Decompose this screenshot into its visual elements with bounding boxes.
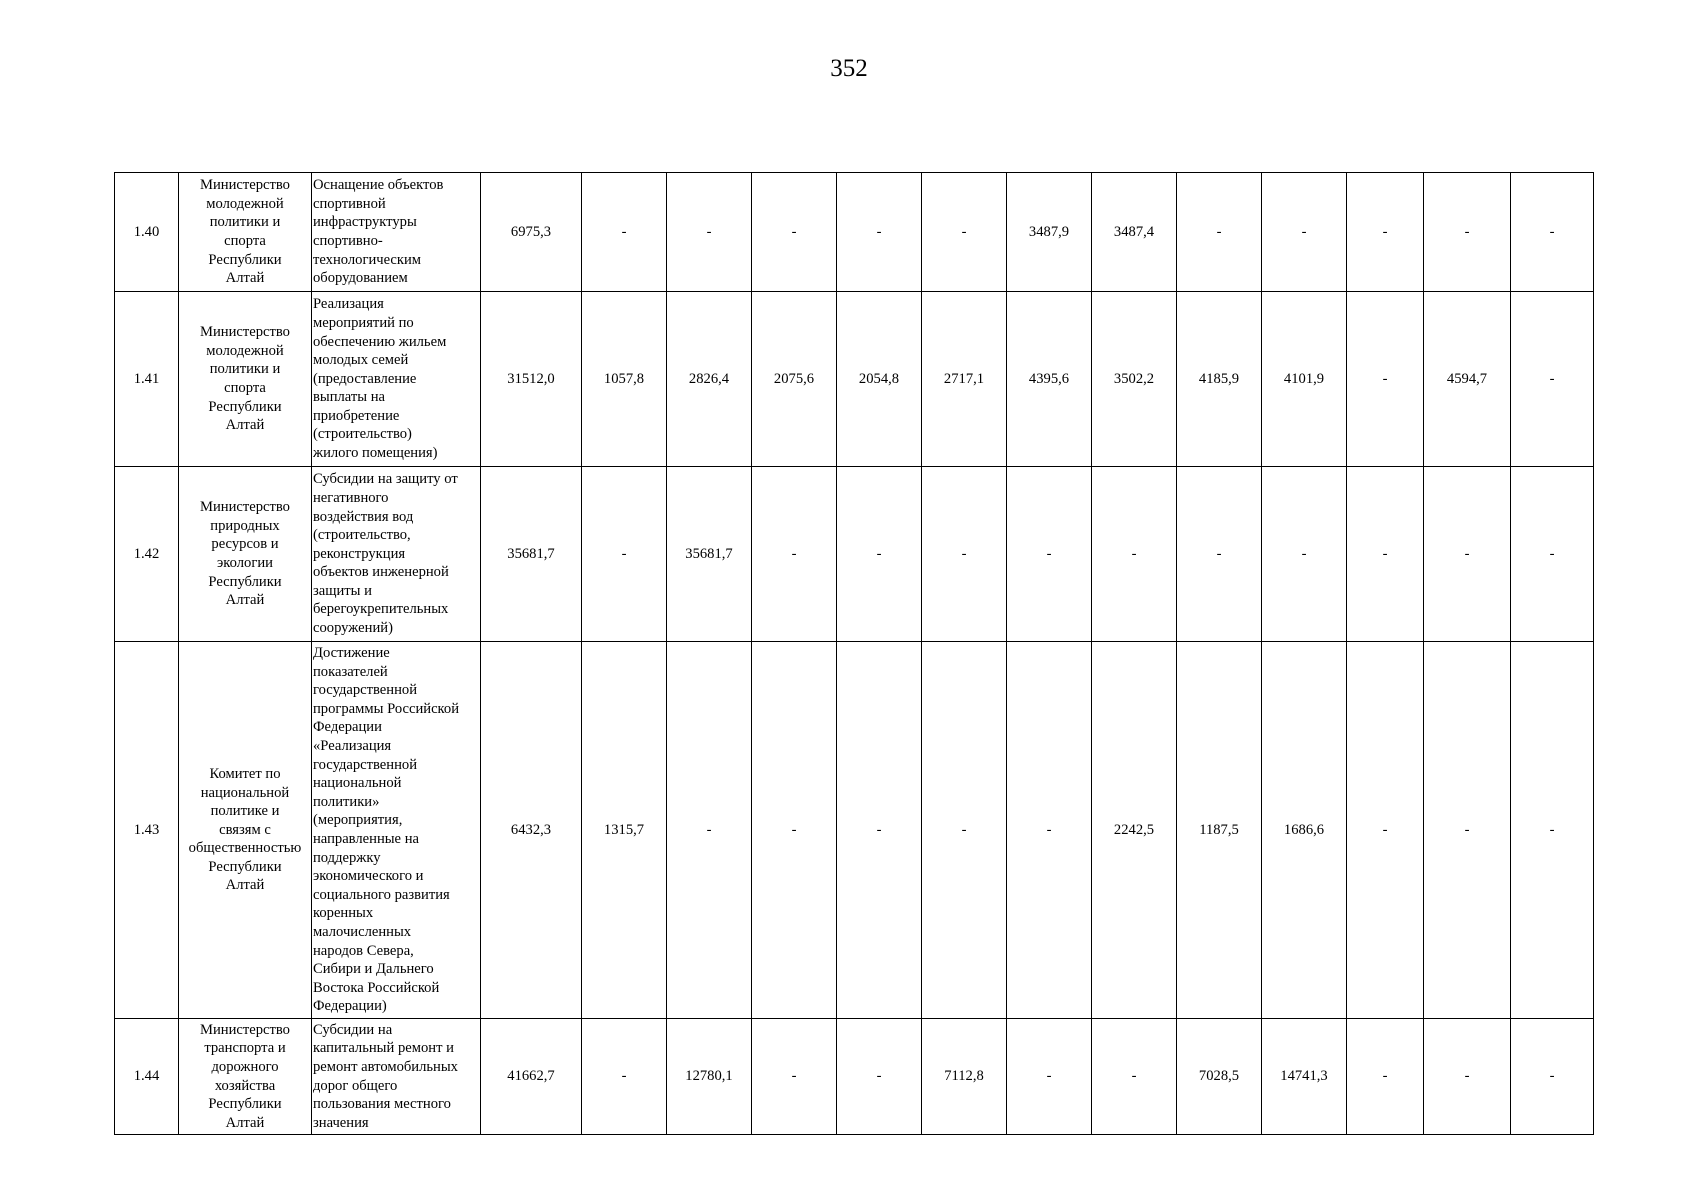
organization-line: Республики bbox=[208, 858, 282, 875]
year-value-cell: 4395,6 bbox=[1007, 292, 1092, 467]
year-value-cell: - bbox=[582, 467, 667, 642]
year-value-cell: 2826,4 bbox=[667, 292, 752, 467]
year-value-cell: 3502,2 bbox=[1092, 292, 1177, 467]
year-value-cell: 4185,9 bbox=[1177, 292, 1262, 467]
description-line: значения bbox=[313, 1114, 369, 1131]
year-value-cell: 7112,8 bbox=[922, 1019, 1007, 1135]
description-line: Оснащение объектов bbox=[313, 177, 444, 194]
description-line: поддержку bbox=[313, 849, 381, 866]
year-value-cell: - bbox=[752, 467, 837, 642]
description-line: защиты и bbox=[313, 582, 372, 599]
organization-line: политике и bbox=[210, 803, 280, 820]
description-line: социального развития bbox=[313, 886, 450, 903]
description-line: пользования местного bbox=[313, 1096, 451, 1113]
organization-line: Алтай bbox=[225, 592, 265, 609]
organization-line: Алтай bbox=[225, 417, 265, 434]
organization-line: хозяйства bbox=[214, 1077, 276, 1094]
organization-line: Республики bbox=[208, 573, 282, 590]
year-value-cell: - bbox=[1092, 467, 1177, 642]
year-value-cell: - bbox=[837, 1019, 922, 1135]
organization-cell bbox=[179, 467, 312, 642]
year-value-cell: - bbox=[752, 642, 837, 1019]
description-line: коренных bbox=[313, 905, 374, 922]
description-line: Федерации bbox=[313, 719, 382, 736]
year-value-cell: - bbox=[752, 173, 837, 292]
row-number-cell: 1.43 bbox=[115, 642, 179, 1019]
year-value-cell: - bbox=[1511, 173, 1594, 292]
year-value-cell: - bbox=[837, 467, 922, 642]
table-row bbox=[115, 467, 1594, 642]
description-line: воздействия вод bbox=[313, 508, 414, 525]
organization-line: Республики bbox=[208, 251, 282, 268]
total-value-cell: 35681,7 bbox=[481, 467, 582, 642]
row-number-cell: 1.40 bbox=[115, 173, 179, 292]
description-line: Субсидии на защиту от bbox=[313, 471, 458, 488]
year-value-cell: 2717,1 bbox=[922, 292, 1007, 467]
description-line: мероприятий по bbox=[313, 314, 414, 331]
description-line: жилого помещения) bbox=[313, 445, 438, 462]
year-value-cell: 4101,9 bbox=[1262, 292, 1347, 467]
year-value-cell: - bbox=[922, 642, 1007, 1019]
year-value-cell: - bbox=[1347, 1019, 1424, 1135]
description-line: обеспечению жильем bbox=[313, 333, 447, 350]
total-value-cell: 41662,7 bbox=[481, 1019, 582, 1135]
year-value-cell: 1315,7 bbox=[582, 642, 667, 1019]
description-line: дорог общего bbox=[313, 1077, 398, 1094]
organization-cell bbox=[179, 642, 312, 1019]
year-value-cell: 12780,1 bbox=[667, 1019, 752, 1135]
description-line: технологическим bbox=[313, 251, 422, 268]
year-value-cell: - bbox=[837, 642, 922, 1019]
description-line: «Реализация bbox=[313, 738, 392, 755]
organization-line: Республики bbox=[208, 398, 282, 415]
description-line: реконструкция bbox=[313, 545, 406, 562]
organization-line: связям с bbox=[219, 821, 271, 838]
description-line: (строительство, bbox=[313, 527, 411, 544]
description-line: выплаты на bbox=[313, 389, 386, 406]
description-cell bbox=[312, 173, 481, 292]
description-line: берегоукрепительных bbox=[313, 601, 449, 618]
description-cell bbox=[312, 1019, 481, 1135]
year-value-cell: - bbox=[1007, 1019, 1092, 1135]
year-value-cell: - bbox=[1424, 467, 1511, 642]
year-value-cell: - bbox=[1511, 292, 1594, 467]
year-value-cell: 35681,7 bbox=[667, 467, 752, 642]
table-row bbox=[115, 292, 1594, 467]
year-value-cell: - bbox=[582, 173, 667, 292]
organization-line: общественностью bbox=[188, 840, 302, 857]
table-row bbox=[115, 642, 1594, 1019]
organization-line: Министерство bbox=[200, 324, 290, 341]
row-number-cell: 1.42 bbox=[115, 467, 179, 642]
organization-line: ресурсов и bbox=[211, 536, 279, 553]
description-line: молодых семей bbox=[313, 352, 409, 369]
description-line: Субсидии на bbox=[313, 1021, 393, 1038]
organization-line: спорта bbox=[224, 380, 266, 396]
organization-line: Республики bbox=[208, 1096, 282, 1113]
organization-line: Комитет по bbox=[209, 765, 281, 782]
total-value-cell: 31512,0 bbox=[481, 292, 582, 467]
organization-line: Алтай bbox=[225, 877, 265, 894]
description-line: Востока Российской bbox=[313, 979, 440, 996]
year-value-cell: - bbox=[1262, 467, 1347, 642]
organization-line: экологии bbox=[217, 555, 273, 571]
description-line: (строительство) bbox=[313, 426, 412, 443]
description-line: спортивной bbox=[313, 195, 386, 212]
organization-cell bbox=[179, 173, 312, 292]
year-value-cell: - bbox=[1424, 642, 1511, 1019]
year-value-cell: - bbox=[922, 173, 1007, 292]
organization-cell bbox=[179, 292, 312, 467]
organization-line: спорта bbox=[224, 233, 266, 249]
description-line: сооружений) bbox=[313, 620, 393, 637]
year-value-cell: 1187,5 bbox=[1177, 642, 1262, 1019]
description-line: капитальный ремонт и bbox=[313, 1040, 454, 1057]
year-value-cell: - bbox=[922, 467, 1007, 642]
year-value-cell: - bbox=[1347, 467, 1424, 642]
organization-line: молодежной bbox=[206, 342, 284, 359]
year-value-cell: - bbox=[1424, 1019, 1511, 1135]
organization-line: Министерство bbox=[200, 499, 290, 516]
year-value-cell: - bbox=[1177, 467, 1262, 642]
year-value-cell: - bbox=[1007, 642, 1092, 1019]
description-line: показателей bbox=[313, 663, 388, 680]
description-line: оборудованием bbox=[313, 270, 408, 287]
year-value-cell: 3487,4 bbox=[1092, 173, 1177, 292]
description-line: государственной bbox=[313, 682, 418, 699]
description-line: (мероприятия, bbox=[313, 812, 403, 829]
year-value-cell: 2242,5 bbox=[1092, 642, 1177, 1019]
year-value-cell: 14741,3 bbox=[1262, 1019, 1347, 1135]
year-value-cell: - bbox=[1177, 173, 1262, 292]
table-row bbox=[115, 173, 1594, 292]
year-value-cell: - bbox=[1511, 642, 1594, 1019]
year-value-cell: - bbox=[1424, 173, 1511, 292]
description-cell bbox=[312, 642, 481, 1019]
year-value-cell: - bbox=[1007, 467, 1092, 642]
page-number: 352 bbox=[830, 55, 868, 82]
description-line: экономического и bbox=[313, 868, 424, 885]
description-line: приобретение bbox=[313, 407, 400, 424]
description-line: Федерации) bbox=[313, 998, 387, 1015]
organization-line: Алтай bbox=[225, 270, 265, 287]
total-value-cell: 6432,3 bbox=[481, 642, 582, 1019]
description-line: ремонт автомобильных bbox=[313, 1058, 458, 1075]
year-value-cell: - bbox=[837, 173, 922, 292]
year-value-cell: - bbox=[1511, 467, 1594, 642]
budget-table bbox=[114, 172, 1594, 1135]
year-value-cell: - bbox=[1511, 1019, 1594, 1135]
organization-line: молодежной bbox=[206, 195, 284, 212]
organization-line: природных bbox=[210, 517, 280, 534]
description-cell bbox=[312, 467, 481, 642]
description-line: народов Севера, bbox=[313, 942, 414, 959]
organization-line: Министерство bbox=[200, 1021, 290, 1038]
table-row bbox=[115, 1019, 1594, 1135]
description-line: Достижение bbox=[313, 645, 390, 662]
row-number-cell: 1.41 bbox=[115, 292, 179, 467]
year-value-cell: - bbox=[752, 1019, 837, 1135]
year-value-cell: - bbox=[1347, 292, 1424, 467]
organization-line: политики и bbox=[209, 361, 281, 378]
row-number-cell: 1.44 bbox=[115, 1019, 179, 1135]
year-value-cell: 1686,6 bbox=[1262, 642, 1347, 1019]
description-line: программы Российской bbox=[313, 700, 460, 717]
organization-cell bbox=[179, 1019, 312, 1135]
description-line: Сибири и Дальнего bbox=[313, 961, 434, 978]
description-line: инфраструктуры bbox=[313, 214, 417, 231]
description-line: спортивно- bbox=[313, 233, 383, 249]
year-value-cell: - bbox=[667, 173, 752, 292]
description-line: политики» bbox=[313, 793, 380, 810]
description-line: (предоставление bbox=[313, 370, 417, 387]
description-line: малочисленных bbox=[313, 923, 412, 940]
year-value-cell: - bbox=[1262, 173, 1347, 292]
year-value-cell: 3487,9 bbox=[1007, 173, 1092, 292]
organization-line: политики и bbox=[209, 214, 281, 231]
organization-line: дорожного bbox=[211, 1058, 279, 1075]
year-value-cell: 1057,8 bbox=[582, 292, 667, 467]
year-value-cell: 7028,5 bbox=[1177, 1019, 1262, 1135]
year-value-cell: - bbox=[667, 642, 752, 1019]
year-value-cell: - bbox=[1347, 173, 1424, 292]
description-line: объектов инженерной bbox=[313, 564, 449, 581]
total-value-cell: 6975,3 bbox=[481, 173, 582, 292]
organization-line: национальной bbox=[200, 784, 290, 801]
description-line: негативного bbox=[313, 489, 389, 506]
description-cell bbox=[312, 292, 481, 467]
description-line: Реализация bbox=[313, 296, 384, 313]
year-value-cell: 2054,8 bbox=[837, 292, 922, 467]
description-line: национальной bbox=[313, 775, 402, 792]
year-value-cell: - bbox=[582, 1019, 667, 1135]
organization-line: Министерство bbox=[200, 177, 290, 194]
year-value-cell: 2075,6 bbox=[752, 292, 837, 467]
description-line: государственной bbox=[313, 756, 418, 773]
organization-line: Алтай bbox=[225, 1114, 265, 1131]
year-value-cell: - bbox=[1092, 1019, 1177, 1135]
year-value-cell: 4594,7 bbox=[1424, 292, 1511, 467]
year-value-cell: - bbox=[1347, 642, 1424, 1019]
description-line: направленные на bbox=[313, 831, 419, 847]
organization-line: транспорта и bbox=[204, 1040, 286, 1057]
